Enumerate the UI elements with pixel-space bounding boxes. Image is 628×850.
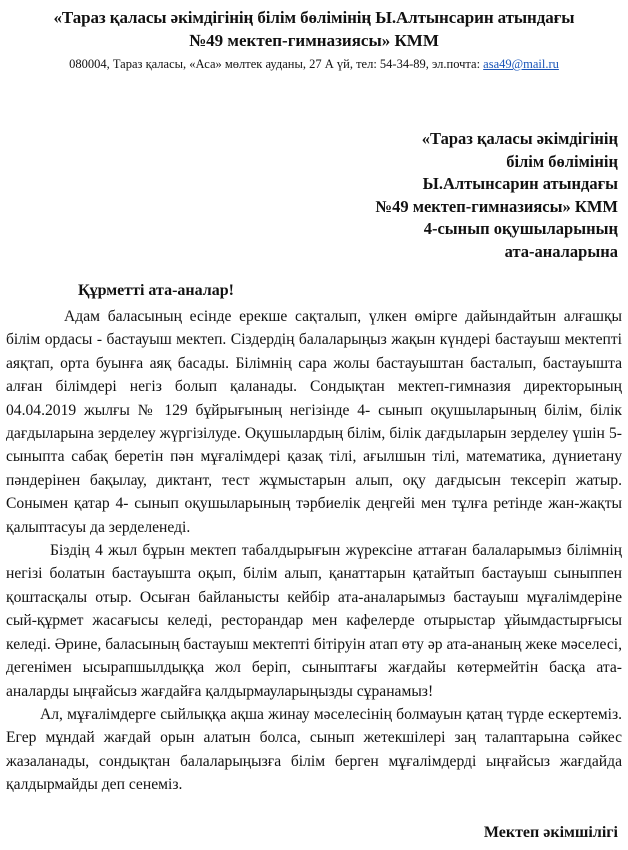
letter-body: [6, 305, 622, 797]
recipient-line: білім бөлімінің: [506, 151, 618, 171]
recipient-line: 4-сынып оқушыларының: [423, 219, 618, 238]
recipient-line: ата-аналарына: [504, 241, 618, 261]
letterhead-address: [0, 54, 628, 74]
body-paragraph: Адам баласының есінде ерекше сақталып, үлкен өмірге дайындайтын алғашқы білім ордасы - бастауыш мектеп. Сіздердің балаларыңыз жақын күндері бастауыш мектепті аяқтап, орта буынға аяқ басады. Білімнің сара жолы бастауыштан басталып, бастауышта алған білімдері негіз болып қаланады. Сондықтан мектеп-гимназия директорының 04.04.2019 жылғы № 129 бұйрығының негізінде 4- сынып оқушыларының білім, білік дағдыларына зерделеу жүргізілуде. Оқушылардың білім, білік дағдыларын зерделеу үшін 5-сыныпта сабақ беретін пән мұғалімдері қазақ тілі, ағылшын тілі, математика, дүниетану пәндерінен бақылау, диктант, тест жұмыстарын алып, оқу дағдысын тексеріп жатыр. Сонымен қатар 4- сынып оқушыларының тәрбиелік деңгейі мен тұлға ретінде жан-жақты қалыптасуы да зерделенеді.: [6, 308, 622, 536]
address-text: 080004, Тараз қаласы, «Аса» мөлтек ауданы, 27 А үй, тел: 54-34-89, эл.почта:: [69, 57, 484, 71]
signature: Мектеп әкімшілігі: [483, 824, 618, 841]
recipient-line: Ы.Алтынсарин атындағы: [422, 174, 618, 193]
greeting: Құрметті ата-аналар!: [78, 282, 234, 299]
body-paragraph: Біздің 4 жыл бұрын мектеп табалдырығын жүрексіне аттаған балаларымыз білімнің негізі болатын бастауышта оқып, білім алып, қанаттарын қатайтып бастауыш сыныппен қоштасқалы отыр. Осыған байланысты кейбір ата-аналарымыз бастауыш мұғалімдеріне сый-құрмет жасағысы келеді, ресторандар мен кафелерде отырыстар ұйымдастырғысы келеді. Әрине, баласының бастауыш мектепті бітіруін атап өту әр ата-ананың жеке мәселесі, дегенімен ысырапшылдыққа жол беріп, сыныптағы жағдайы көтермейтін басқа ата-аналарды ыңғайсыз жағдайға қалдырмауларыңызды сұранамыз!: [6, 542, 622, 700]
letterhead-title-line2: №49 мектеп-гимназиясы» КММ: [189, 31, 439, 50]
recipient-line: №49 мектеп-гимназиясы» КММ: [375, 196, 618, 216]
recipient-block: [376, 128, 618, 263]
recipient-line: «Тараз қаласы әкімдігінің: [421, 129, 618, 148]
letterhead: [0, 6, 628, 74]
body-paragraph: Ал, мұғалімдерге сыйлыққа ақша жинау мәселесінің болмауын қатаң түрде ескертеміз. Егер мұндай жағдай орын алатын болса, сынып жетекшілері заң талаптарына сәйкес жазаланады, сондықтан балаларыңызға білім берген мұғалімдерді ыңғайсыз жағдайда қалдырмайды деп сенеміз.: [6, 705, 622, 794]
email-link[interactable]: asa49@mail.ru: [483, 57, 559, 71]
letterhead-title-line1: «Тараз қаласы әкімдігінің білім бөлімінің Ы.Алтынсарин атындағы: [53, 8, 575, 27]
